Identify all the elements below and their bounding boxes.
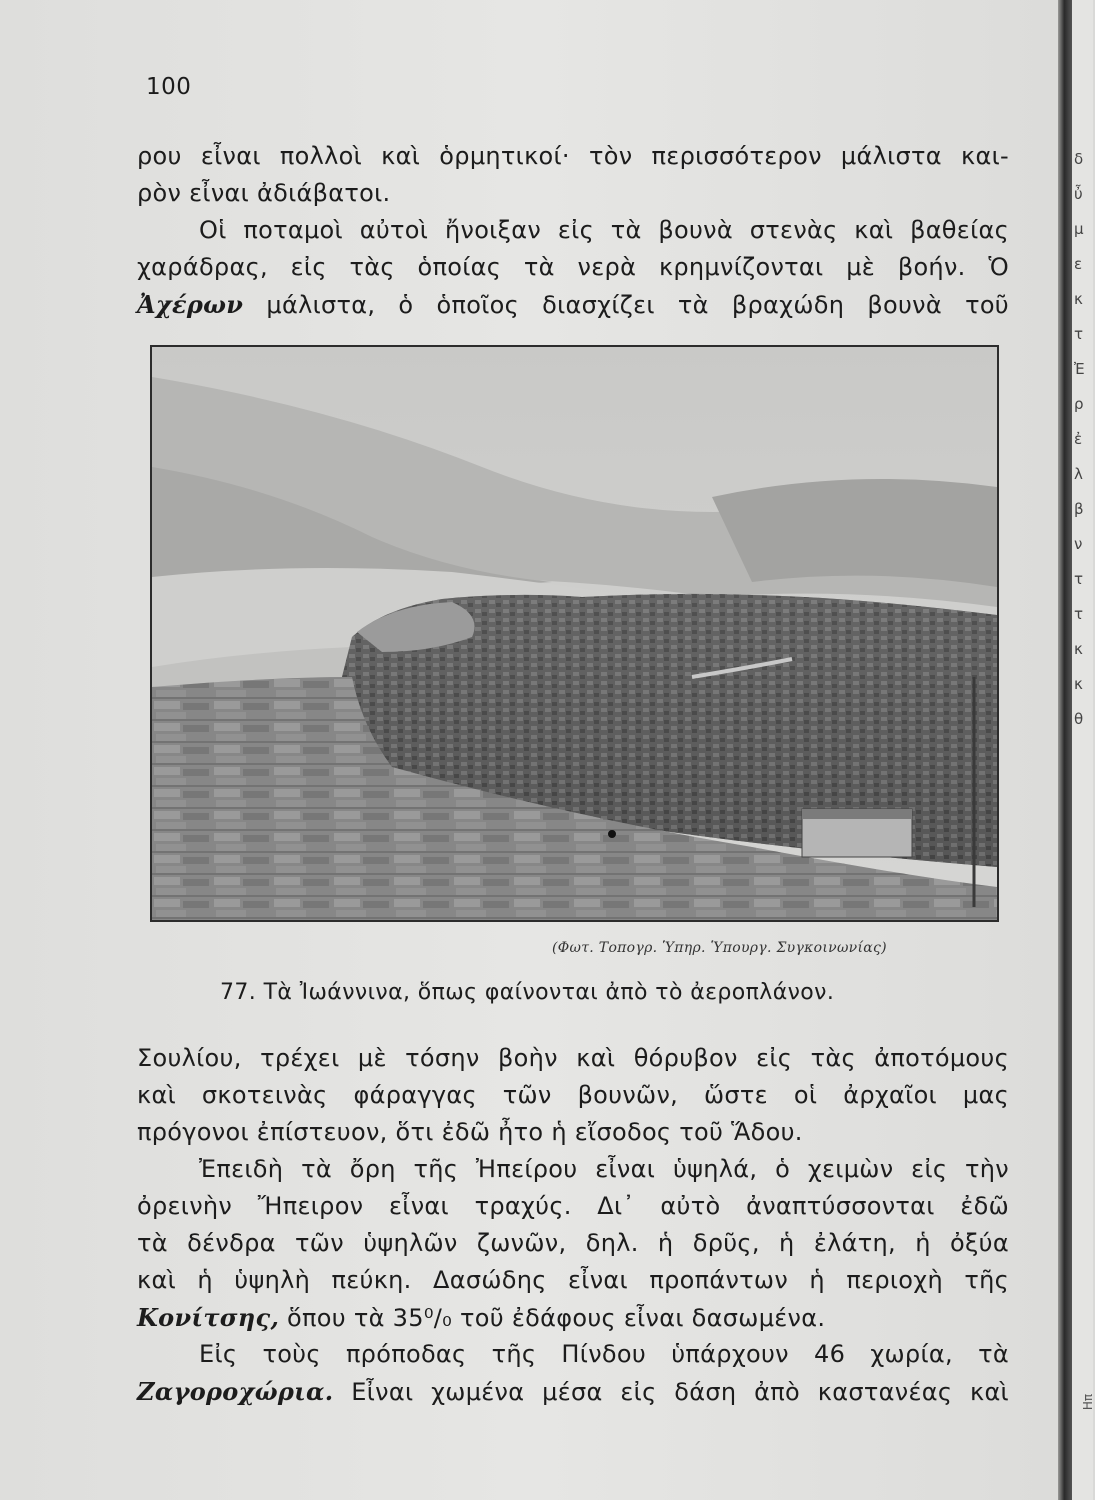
edge-letter: β (1074, 500, 1084, 518)
text-line: Ἐπειδὴ τὰ ὄρη τῆς Ἠπείρου εἶναι ὑψηλά, ὁ χειμὼν εἰς τὴν (199, 1155, 1009, 1183)
text-line: Σουλίου, τρέχει μὲ τόσην βοὴν καὶ θόρυβον εἰς τὰς ἀποτόμους (137, 1044, 1009, 1072)
edge-letter: τ (1074, 325, 1084, 343)
bold-place-name: Ἀχέρων (137, 290, 244, 319)
text-line: ὀρεινὴν Ἤπειρον εἶναι τραχύς. Δι᾽ αὐτὸ ἀναπτύσσονται ἐδῶ (137, 1192, 1009, 1220)
edge-letter: ν (1074, 535, 1083, 553)
edge-letter: Ἐ (1074, 360, 1085, 378)
text-line: καὶ σκοτεινὰς φάραγγας τῶν βουνῶν, ὥστε οἱ ἀρχαῖοι μας (137, 1081, 1009, 1109)
text-run: Εἶναι χωμένα μέσα εἰς δάση ἀπὸ καστανέας καὶ (351, 1378, 1009, 1406)
text-line: καὶ ἡ ὑψηλὴ πεύκη. Δασώδης εἶναι προπάντων ἡ περιοχὴ τῆς (137, 1266, 1009, 1294)
text-run: μάλιστα, ὁ ὁποῖος διασχίζει τὰ βραχώδη βουνὰ τοῦ (266, 291, 1009, 319)
edge-letter: κ (1074, 290, 1083, 308)
edge-letter: τ (1074, 605, 1084, 623)
text-line: ρου εἶναι πολλοὶ καὶ ὁρμητικοί· τὸν περισσότερον μάλιστα και- (137, 142, 1009, 170)
text-line-acheron (137, 286, 1009, 323)
edge-letter: δ (1074, 150, 1084, 168)
text-line: πρόγονοι ἐπίστευον, ὅτι ἐδῶ ἦτο ἡ εἴσοδος τοῦ Ἅδου. (137, 1118, 803, 1146)
page-number: 100 (146, 74, 192, 100)
next-page-edge (1072, 0, 1093, 1500)
edge-letter: ρ (1074, 395, 1084, 413)
figure-caption: 77. Τὰ Ἰωάννινα, ὅπως φαίνονται ἀπὸ τὸ ἀεροπλάνον. (220, 980, 835, 1005)
edge-letter: ἐ (1074, 430, 1083, 448)
edge-letter: μ (1074, 220, 1084, 238)
next-page-letters (1074, 150, 1095, 745)
edge-letter: τ (1074, 570, 1084, 588)
text-line: χαράδρας, εἰς τὰς ὁποίας τὰ νερὰ κρημνίζονται μὲ βοήν. Ὁ (137, 253, 1009, 281)
edge-letter: ὖ (1074, 185, 1083, 203)
aerial-photo-ioannina (150, 345, 999, 922)
edge-letter: ε (1074, 255, 1083, 273)
text-line: Εἰς τοὺς πρόποδας τῆς Πίνδου ὑπάρχουν 46 χωρία, τὰ (199, 1340, 1009, 1368)
edge-letter: κ (1074, 640, 1083, 658)
text-line-zagori (137, 1373, 1009, 1410)
paragraph-bottom (137, 1040, 1009, 1410)
edge-letter: κ (1074, 675, 1083, 693)
edge-letter: θ (1074, 710, 1084, 728)
text-line: Οἱ ποταμοὶ αὐτοὶ ἤνοιξαν εἰς τὰ βουνὰ στενὰς καὶ βαθείας (199, 216, 1009, 244)
text-run: ὅπου τὰ 35⁰/₀ τοῦ ἐδάφους εἶναι δασωμένα. (287, 1304, 826, 1332)
bold-place-name: Ζαγοροχώρια. (137, 1377, 334, 1406)
text-line-konitsa (137, 1299, 1009, 1336)
paragraph-top (137, 138, 1009, 323)
book-gutter (1058, 0, 1072, 1500)
photo-credit: (Φωτ. Τοπογρ. Ὑπηρ. Ὑπουργ. Συγκοινωνίας) (552, 940, 887, 956)
next-page-footer: Ηπ (1081, 1393, 1095, 1411)
edge-letter: λ (1074, 465, 1083, 483)
bold-place-name: Κονίτσης, (137, 1303, 280, 1332)
text-line: ρὸν εἶναι ἀδιάβατοι. (137, 179, 391, 207)
text-line: τὰ δένδρα τῶν ὑψηλῶν ζωνῶν, δηλ. ἡ δρῦς, ἡ ἐλάτη, ἡ ὀξύα (137, 1229, 1009, 1257)
